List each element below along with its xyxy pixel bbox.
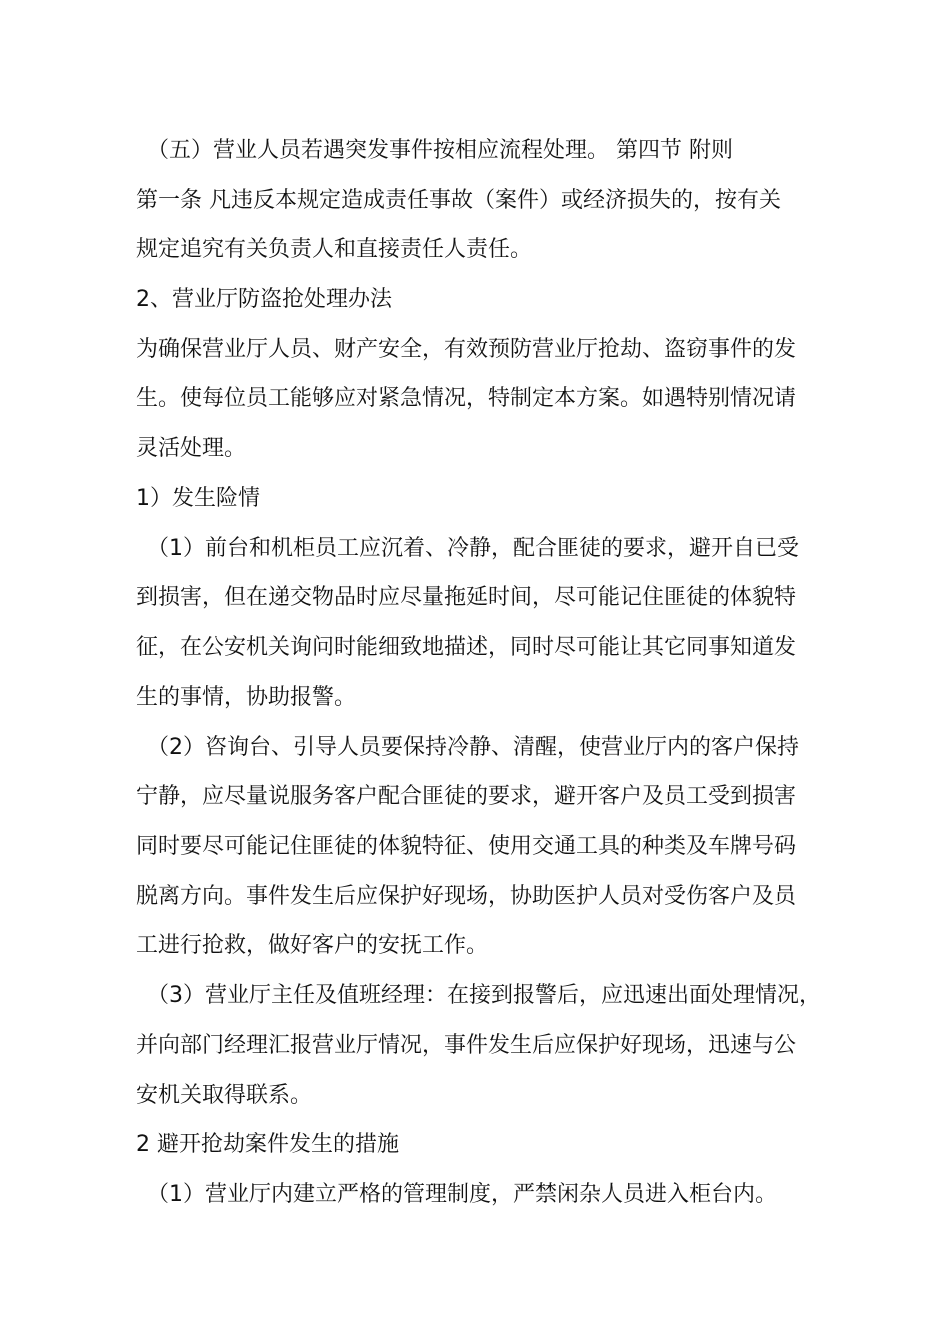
paragraph-line: 征，在公安机关询问时能细致地描述，同时尽可能让其它同事知道发 (136, 635, 797, 660)
paragraph-line: 生。使每位员工能够应对紧急情况，特制定本方案。如遇特别情况请 (136, 386, 797, 411)
paragraph-line: （1）前台和机柜员工应沉着、冷静，配合匪徒的要求，避开自已受 (147, 536, 799, 561)
section-heading: 2、营业厅防盗抢处理办法 (136, 287, 392, 312)
paragraph-line: 生的事情，协助报警。 (136, 685, 357, 710)
paragraph-line: 灵活处理。 (136, 436, 247, 461)
paragraph-line: 宁静，应尽量说服务客户配合匪徒的要求，避开客户及员工受到损害 (136, 784, 797, 809)
paragraph-line: 并向部门经理汇报营业厅情况，事件发生后应保护好现场，迅速与公 (136, 1033, 797, 1058)
section-heading: 2 避开抢劫案件发生的措施 (136, 1132, 399, 1157)
paragraph-line: 脱离方向。事件发生后应保护好现场，协助医护人员对受伤客户及员 (136, 884, 797, 909)
paragraph-line: 工进行抢救，做好客户的安抚工作。 (136, 933, 489, 958)
paragraph-line: 为确保营业厅人员、财产安全，有效预防营业厅抢劫、盗窃事件的发 (136, 337, 797, 362)
paragraph-line: （3）营业厅主任及值班经理：在接到报警后，应迅速出面处理情况， (147, 983, 821, 1008)
paragraph-line: 到损害，但在递交物品时应尽量拖延时间，尽可能记住匪徒的体貌特 (136, 585, 797, 610)
paragraph-line: （五）营业人员若遇突发事件按相应流程处理。 第四节 附则 (147, 138, 733, 163)
paragraph-line: （1）营业厅内建立严格的管理制度，严禁闲杂人员进入柜台内。 (147, 1182, 777, 1207)
subsection-heading: 1）发生险情 (136, 486, 260, 511)
paragraph-line: 同时要尽可能记住匪徒的体貌特征、使用交通工具的种类及车牌号码 (136, 834, 797, 859)
paragraph-line: 第一条 凡违反本规定造成责任事故（案件）或经济损失的，按有关 (136, 188, 781, 213)
paragraph-line: 安机关取得联系。 (136, 1083, 313, 1108)
paragraph-line: 规定追究有关负责人和直接责任人责任。 (136, 237, 533, 262)
paragraph-line: （2）咨询台、引导人员要保持冷静、清醒，使营业厅内的客户保持 (147, 735, 799, 760)
